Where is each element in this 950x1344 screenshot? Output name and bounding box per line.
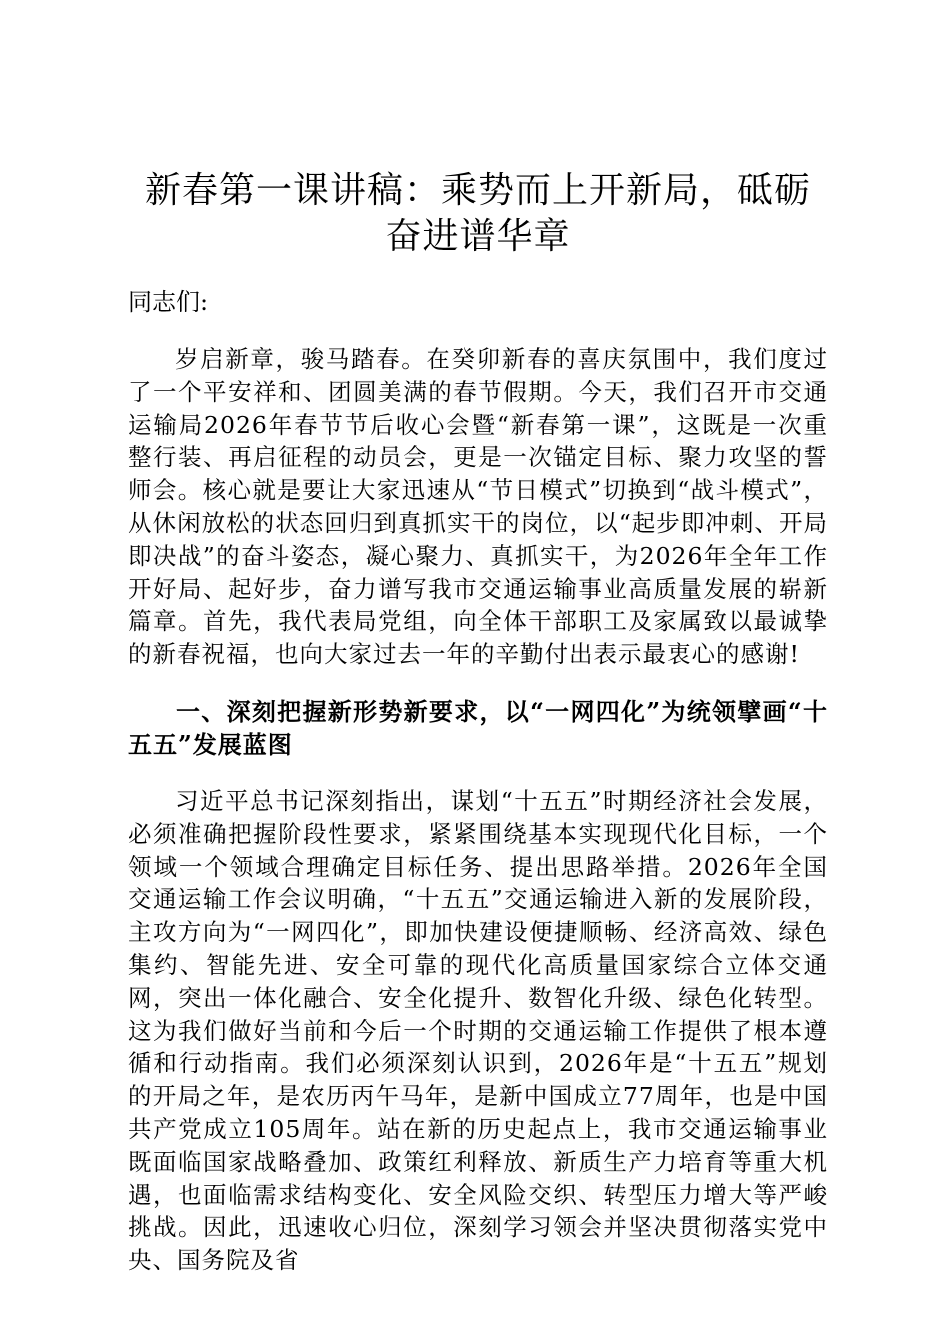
section-heading-1: 一、深刻把握新形势新要求，以“一网四化”为统领擘画“十五五”发展蓝图	[128, 696, 828, 759]
body-paragraph-1: 岁启新章，骏马踏春。在癸卯新春的喜庆氛围中，我们度过了一个平安祥和、团圆美满的春节假期。今天，我们召开市交通运输局2026年春节节后收心会暨“新春第一课”，这既是一次重整行装、再启征程的动员会，更是一次锚定目标、聚力攻坚的誓师会。核心就是要让大家迅速从“节日模式”切换到“战斗模式”，从休闲放松的状态回归到真抓实干的岗位，以“起步即冲刺、开局即决战”的奋斗姿态，凝心聚力、真抓实干，为2026年全年工作开好局、起好步，奋力谱写我市交通运输事业高质量发展的崭新篇章。首先，我代表局党组，向全体干部职工及家属致以最诚挚的新春祝福，也向大家过去一年的辛勤付出表示最衷心的感谢!	[128, 345, 828, 669]
body-paragraph-2: 习近平总书记深刻指出，谋划“十五五”时期经济社会发展，必须准确把握阶段性要求，紧紧围绕基本实现现代化目标，一个领域一个领域合理确定目标任务、提出思路举措。2026年全国交通运输工作会议明确，“十五五”交通运输进入新的发展阶段，主攻方向为“一网四化”，即加快建设便捷顺畅、经济高效、绿色集约、智能先进、安全可靠的现代化高质量国家综合立体交通网，突出一体化融合、安全化提升、数智化升级、绿色化转型。这为我们做好当前和今后一个时期的交通运输工作提供了根本遵循和行动指南。我们必须深刻认识到，2026年是“十五五”规划的开局之年，是农历丙午马年，是新中国成立77周年，也是中国共产党成立105周年。站在新的历史起点上，我市交通运输事业既面临国家战略叠加、政策红利释放、新质生产力培育等重大机遇，也面临需求结构变化、安全风险交织、转型压力增大等严峻挑战。因此，迅速收心归位，深刻学习领会并坚决贯彻落实党中央、国务院及省	[128, 786, 828, 1275]
document-title: 新春第一课讲稿：乘势而上开新局，砥砺奋进谱华章	[144, 170, 811, 257]
salutation: 同志们:	[128, 288, 209, 316]
document-page	[128, 168, 828, 1277]
